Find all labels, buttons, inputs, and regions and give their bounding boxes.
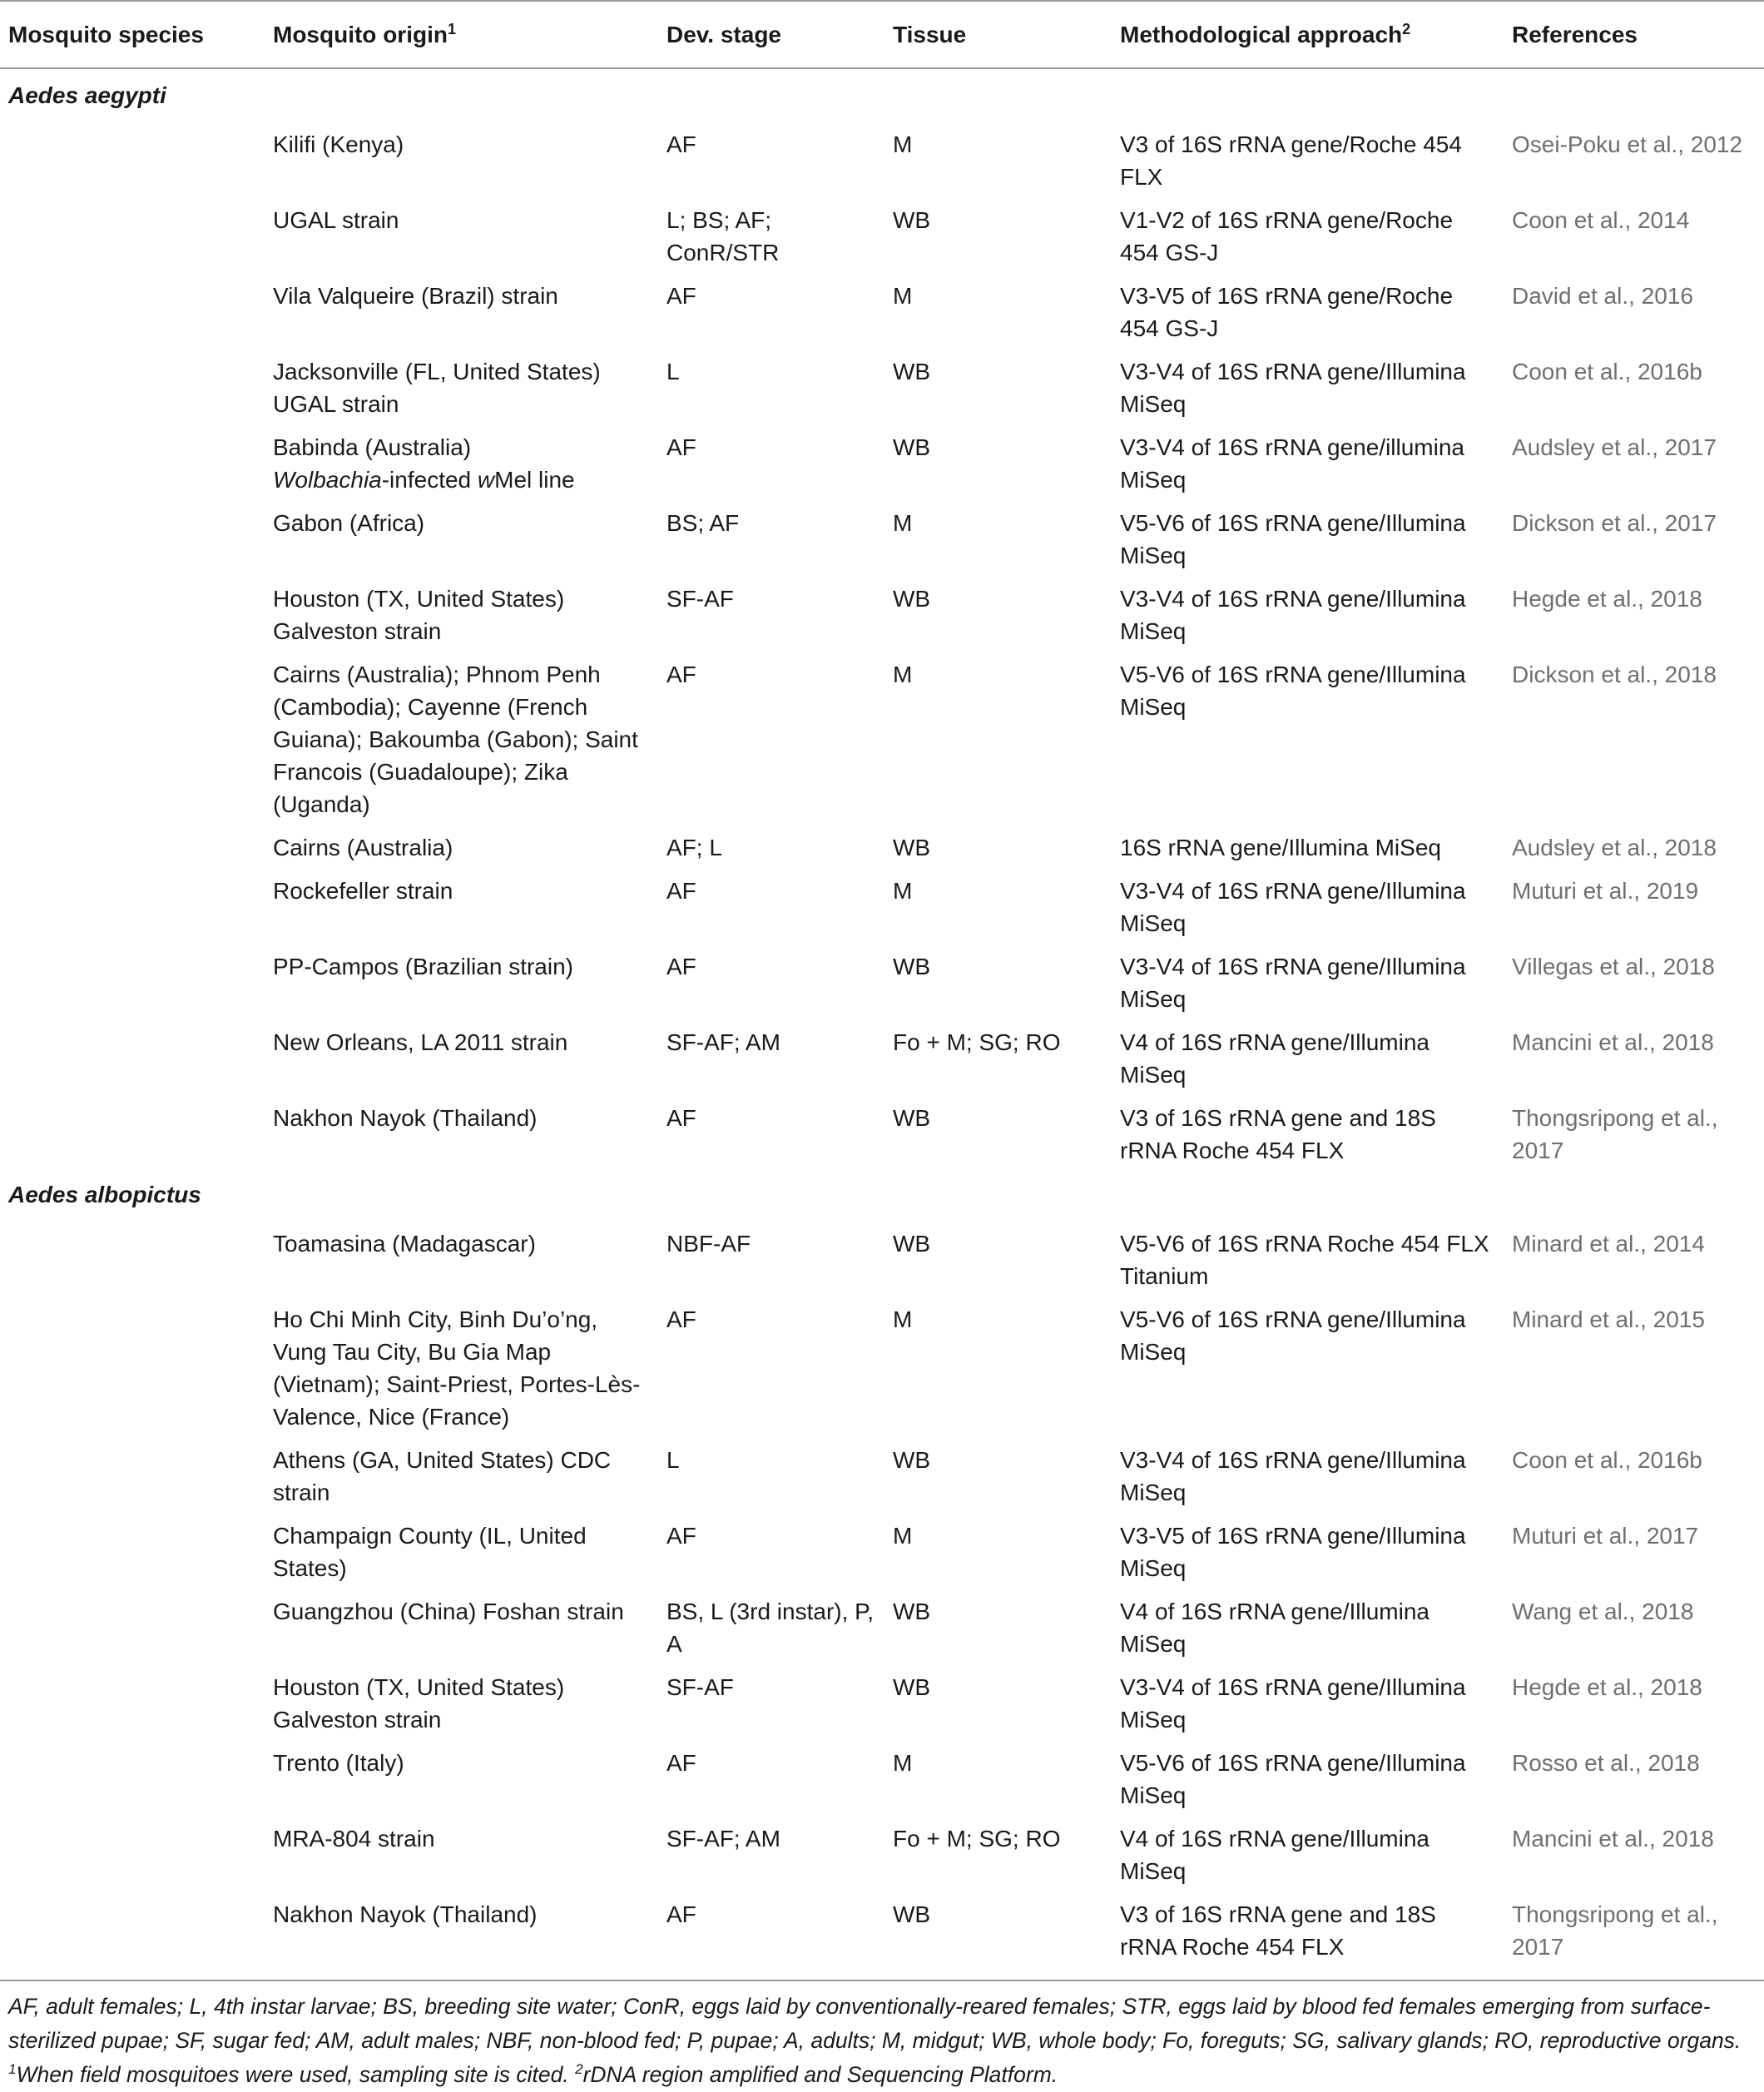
reference-cell: Mancini et al., 2018 (1512, 1029, 1714, 1055)
table-row (0, 128, 1764, 200)
species-group-row (0, 1173, 1764, 1227)
species-name: Aedes aegypti (8, 82, 166, 108)
reference-cell: Osei-Poku et al., 2012 (1512, 131, 1743, 157)
reference-cell: Hegde et al., 2018 (1512, 1674, 1702, 1700)
method-cell: V3-V4 of 16S rRNA gene/illumina MiSeq (1120, 434, 1464, 493)
reference-cell: Muturi et al., 2017 (1512, 1523, 1699, 1549)
origin-cell: New Orleans, LA 2011 strain (273, 1029, 568, 1055)
stage-cell: AF (666, 1523, 696, 1549)
footnote-ref-2: 2 (1402, 21, 1411, 37)
reference-cell: Dickson et al., 2018 (1512, 662, 1717, 687)
species-cell (0, 578, 265, 654)
tissue-cell: M (893, 662, 913, 687)
origin-cell: Toamasina (Madagascar) (273, 1231, 536, 1257)
reference-cell: Dickson et al., 2017 (1512, 510, 1717, 536)
table-row (0, 1299, 1764, 1440)
tissue-cell: M (893, 1750, 913, 1776)
reference-cell: Minard et al., 2014 (1512, 1231, 1705, 1257)
method-cell: V3-V4 of 16S rRNA gene/Illumina MiSeq (1120, 1674, 1466, 1733)
method-cell: V5-V6 of 16S rRNA Roche 454 FLX Titanium (1120, 1231, 1489, 1289)
footnote-ref-1: 1 (447, 21, 456, 37)
table-row (0, 1743, 1764, 1818)
tissue-cell: WB (893, 954, 931, 979)
origin-cell: Cairns (Australia); Phnom Penh (Cambodia); Cayenne (French Guiana); Bakoumba (Gabon); Saint Francois (Guadaloupe); Zika (Uganda) (273, 662, 638, 817)
header-stage: Dev. stage (658, 1, 884, 68)
species-cell (0, 1515, 265, 1591)
tissue-cell: M (893, 878, 913, 904)
origin-cell: Babinda (Australia) Wolbachia-infected wMel line (273, 434, 575, 493)
tissue-cell: WB (893, 434, 931, 460)
method-cell: V3-V4 of 16S rRNA gene/Illumina MiSeq (1120, 1447, 1466, 1505)
method-cell: V5-V6 of 16S rRNA gene/Illumina MiSeq (1120, 1306, 1466, 1365)
reference-cell: Villegas et al., 2018 (1512, 954, 1715, 979)
origin-cell: Nakhon Nayok (Thailand) (273, 1901, 538, 1927)
reference-cell: Muturi et al., 2019 (1512, 878, 1699, 904)
reference-cell: Audsley et al., 2017 (1512, 434, 1717, 460)
method-cell: V4 of 16S rRNA gene/Illumina MiSeq (1120, 1029, 1430, 1088)
table-row (0, 427, 1764, 503)
species-cell (0, 1743, 265, 1818)
origin-cell: Nakhon Nayok (Thailand) (273, 1105, 538, 1131)
species-cell (0, 1591, 265, 1667)
stage-cell: AF (666, 131, 696, 157)
stage-cell: AF (666, 1901, 696, 1927)
reference-cell: Coon et al., 2014 (1512, 207, 1690, 233)
tissue-cell: WB (893, 1674, 931, 1700)
stage-cell: AF (666, 1306, 696, 1332)
method-cell: V4 of 16S rRNA gene/Illumina MiSeq (1120, 1599, 1430, 1657)
tissue-cell: M (893, 283, 913, 309)
tissue-cell: WB (893, 1599, 931, 1624)
table-row (0, 1022, 1764, 1098)
reference-cell: Hegde et al., 2018 (1512, 586, 1702, 612)
method-cell: V1-V2 of 16S rRNA gene/Roche 454 GS-J (1120, 207, 1454, 265)
method-cell: V5-V6 of 16S rRNA gene/Illumina MiSeq (1120, 510, 1466, 568)
table-row (0, 1894, 1764, 1970)
stage-cell: AF (666, 878, 696, 904)
reference-cell: Thongsripong et al., 2017 (1512, 1901, 1718, 1960)
tissue-cell: WB (893, 1901, 931, 1927)
footnote-2: rDNA region amplified and Sequencing Platform. (582, 2062, 1058, 2087)
table-row (0, 503, 1764, 578)
species-cell (0, 654, 265, 827)
table-row (0, 351, 1764, 427)
reference-cell: Wang et al., 2018 (1512, 1599, 1694, 1624)
method-cell: V3-V4 of 16S rRNA gene/Illumina MiSeq (1120, 586, 1466, 644)
method-cell: V5-V6 of 16S rRNA gene/Illumina MiSeq (1120, 1750, 1466, 1808)
stage-cell: NBF-AF (666, 1231, 751, 1257)
method-cell: V3-V5 of 16S rRNA gene/Illumina MiSeq (1120, 1523, 1466, 1581)
tissue-cell: Fo + M; SG; RO (893, 1029, 1061, 1055)
stage-cell: AF (666, 283, 696, 309)
species-name: Aedes albopictus (8, 1182, 201, 1207)
origin-cell: Ho Chi Minh City, Binh Du’o’ng, Vung Tau City, Bu Gia Map (Vietnam); Saint-Priest, Portes-Lès-Valence, Nice (France) (273, 1306, 641, 1430)
tissue-cell: M (893, 510, 913, 536)
tissue-cell: WB (893, 586, 931, 612)
tissue-cell: M (893, 131, 913, 157)
footnote-1: When field mosquitoes were used, sampling site is cited. (16, 2062, 576, 2087)
method-cell: V3-V4 of 16S rRNA gene/Illumina MiSeq (1120, 359, 1466, 417)
origin-cell: UGAL strain (273, 207, 399, 233)
species-cell (0, 1894, 265, 1970)
method-cell: 16S rRNA gene/Illumina MiSeq (1120, 835, 1441, 860)
table-row (0, 1227, 1764, 1299)
method-cell: V3-V4 of 16S rRNA gene/Illumina MiSeq (1120, 954, 1466, 1012)
table-row (0, 1440, 1764, 1515)
table-footnote: AF, adult females; L, 4th instar larvae; BS, breeding site water; ConR, eggs laid by conventionally-reared females; STR, eggs laid by blood fed females emerging from surface-sterilized pupae; SF, sugar fed; AM, adult males; NBF, non-blood fed; P, pupae; A, adults; M, midgut; WB, whole body; Fo, foreguts; SG, salivary glands; RO, reproductive organs. $^1$When field mosquitoes were used, sampling site is cited. $^2$rDNA region amplified and Sequencing Platform. (0, 1980, 1764, 2092)
method-cell: V3-V4 of 16S rRNA gene/Illumina MiSeq (1120, 878, 1466, 936)
origin-cell: Trento (Italy) (273, 1750, 404, 1776)
stage-cell: L; BS; AF; ConR/STR (666, 207, 780, 265)
header-species: Mosquito species (0, 1, 265, 68)
stage-cell: AF; L (666, 835, 722, 860)
stage-cell: SF-AF (666, 1674, 734, 1700)
species-cell (0, 1098, 265, 1173)
species-cell (0, 1227, 265, 1299)
method-cell: V3 of 16S rRNA gene/Roche 454 FLX (1120, 131, 1462, 190)
header-references: References (1504, 1, 1764, 68)
stage-cell: AF (666, 1750, 696, 1776)
table-row (0, 578, 1764, 654)
reference-cell: Rosso et al., 2018 (1512, 1750, 1700, 1776)
tissue-cell: M (893, 1306, 913, 1332)
tissue-cell: WB (893, 835, 931, 860)
reference-cell: David et al., 2016 (1512, 283, 1693, 309)
header-origin: Mosquito origin$^1$ (265, 1, 658, 68)
table-row (0, 1098, 1764, 1173)
table-row (0, 1515, 1764, 1591)
tissue-cell: WB (893, 207, 931, 233)
stage-cell: L (666, 359, 680, 384)
reference-cell: Thongsripong et al., 2017 (1512, 1105, 1718, 1163)
reference-cell: Minard et al., 2015 (1512, 1306, 1705, 1332)
origin-cell: Vila Valqueire (Brazil) strain (273, 283, 558, 309)
origin-cell: MRA-804 strain (273, 1826, 435, 1852)
stage-cell: AF (666, 1105, 696, 1131)
footnote-abbreviations: AF, adult females; L, 4th instar larvae; BS, breeding site water; ConR, eggs laid by conventionally-reared females; STR, eggs laid by blood fed females emerging from surface-sterilized pupae; SF, sugar fed; AM, adult males; NBF, non-blood fed; P, pupae; A, adults; M, midgut; WB, whole body; Fo, foreguts; SG, salivary glands; RO, reproductive organs. (8, 1994, 1742, 2053)
species-group-row (0, 68, 1764, 128)
table-row (0, 1818, 1764, 1894)
reference-cell: Coon et al., 2016b (1512, 1447, 1702, 1473)
species-cell (0, 427, 265, 503)
tissue-cell: WB (893, 1105, 931, 1131)
species-cell (0, 503, 265, 578)
origin-cell: Kilifi (Kenya) (273, 131, 404, 157)
stage-cell: BS; AF (666, 510, 740, 536)
origin-cell: Houston (TX, United States) Galveston strain (273, 586, 565, 644)
method-cell: V3 of 16S rRNA gene and 18S rRNA Roche 454 FLX (1120, 1105, 1436, 1163)
stage-cell: AF (666, 434, 696, 460)
table-row (0, 870, 1764, 946)
header-row (0, 1, 1764, 68)
species-cell (0, 200, 265, 275)
reference-cell: Mancini et al., 2018 (1512, 1826, 1714, 1852)
table-row (0, 1667, 1764, 1743)
method-cell: V3 of 16S rRNA gene and 18S rRNA Roche 454 FLX (1120, 1901, 1436, 1960)
origin-cell: Guangzhou (China) Foshan strain (273, 1599, 624, 1624)
table-row (0, 827, 1764, 870)
origin-cell: PP-Campos (Brazilian strain) (273, 954, 573, 979)
reference-cell: Coon et al., 2016b (1512, 359, 1702, 384)
stage-cell: SF-AF; AM (666, 1826, 780, 1852)
stage-cell: BS, L (3rd instar), P, A (666, 1599, 874, 1657)
species-cell (0, 1818, 265, 1894)
species-cell (0, 351, 265, 427)
tissue-cell: WB (893, 1231, 931, 1257)
origin-cell: Gabon (Africa) (273, 510, 425, 536)
method-cell: V3-V5 of 16S rRNA gene/Roche 454 GS-J (1120, 283, 1454, 341)
table-row (0, 1591, 1764, 1667)
tissue-cell: Fo + M; SG; RO (893, 1826, 1061, 1852)
header-method: Methodological approach$^2$ (1112, 1, 1504, 68)
table-row (0, 200, 1764, 275)
origin-cell: Cairns (Australia) (273, 835, 453, 860)
header-tissue: Tissue (884, 1, 1112, 68)
species-cell (0, 827, 265, 870)
stage-cell: AF (666, 662, 696, 687)
tissue-cell: WB (893, 359, 931, 384)
species-cell (0, 946, 265, 1022)
stage-cell: AF (666, 954, 696, 979)
method-cell: V4 of 16S rRNA gene/Illumina MiSeq (1120, 1826, 1430, 1884)
origin-cell: Houston (TX, United States) Galveston strain (273, 1674, 565, 1733)
stage-cell: SF-AF (666, 586, 734, 612)
species-cell (0, 1440, 265, 1515)
species-cell (0, 1299, 265, 1440)
table-row (0, 275, 1764, 351)
stage-cell: L (666, 1447, 680, 1473)
table-row (0, 654, 1764, 827)
species-cell (0, 128, 265, 200)
reference-cell: Audsley et al., 2018 (1512, 835, 1717, 860)
origin-cell: Champaign County (IL, United States) (273, 1523, 587, 1581)
species-cell (0, 1667, 265, 1743)
origin-cell: Athens (GA, United States) CDC strain (273, 1447, 612, 1505)
stage-cell: SF-AF; AM (666, 1029, 780, 1055)
species-cell (0, 275, 265, 351)
method-cell: V5-V6 of 16S rRNA gene/Illumina MiSeq (1120, 662, 1466, 720)
tissue-cell: WB (893, 1447, 931, 1473)
species-cell (0, 1022, 265, 1098)
origin-cell: Rockefeller strain (273, 878, 453, 904)
table-row (0, 946, 1764, 1022)
species-cell (0, 870, 265, 946)
tissue-cell: M (893, 1523, 913, 1549)
origin-cell: Jacksonville (FL, United States) UGAL strain (273, 359, 601, 417)
table-body (0, 68, 1764, 1970)
